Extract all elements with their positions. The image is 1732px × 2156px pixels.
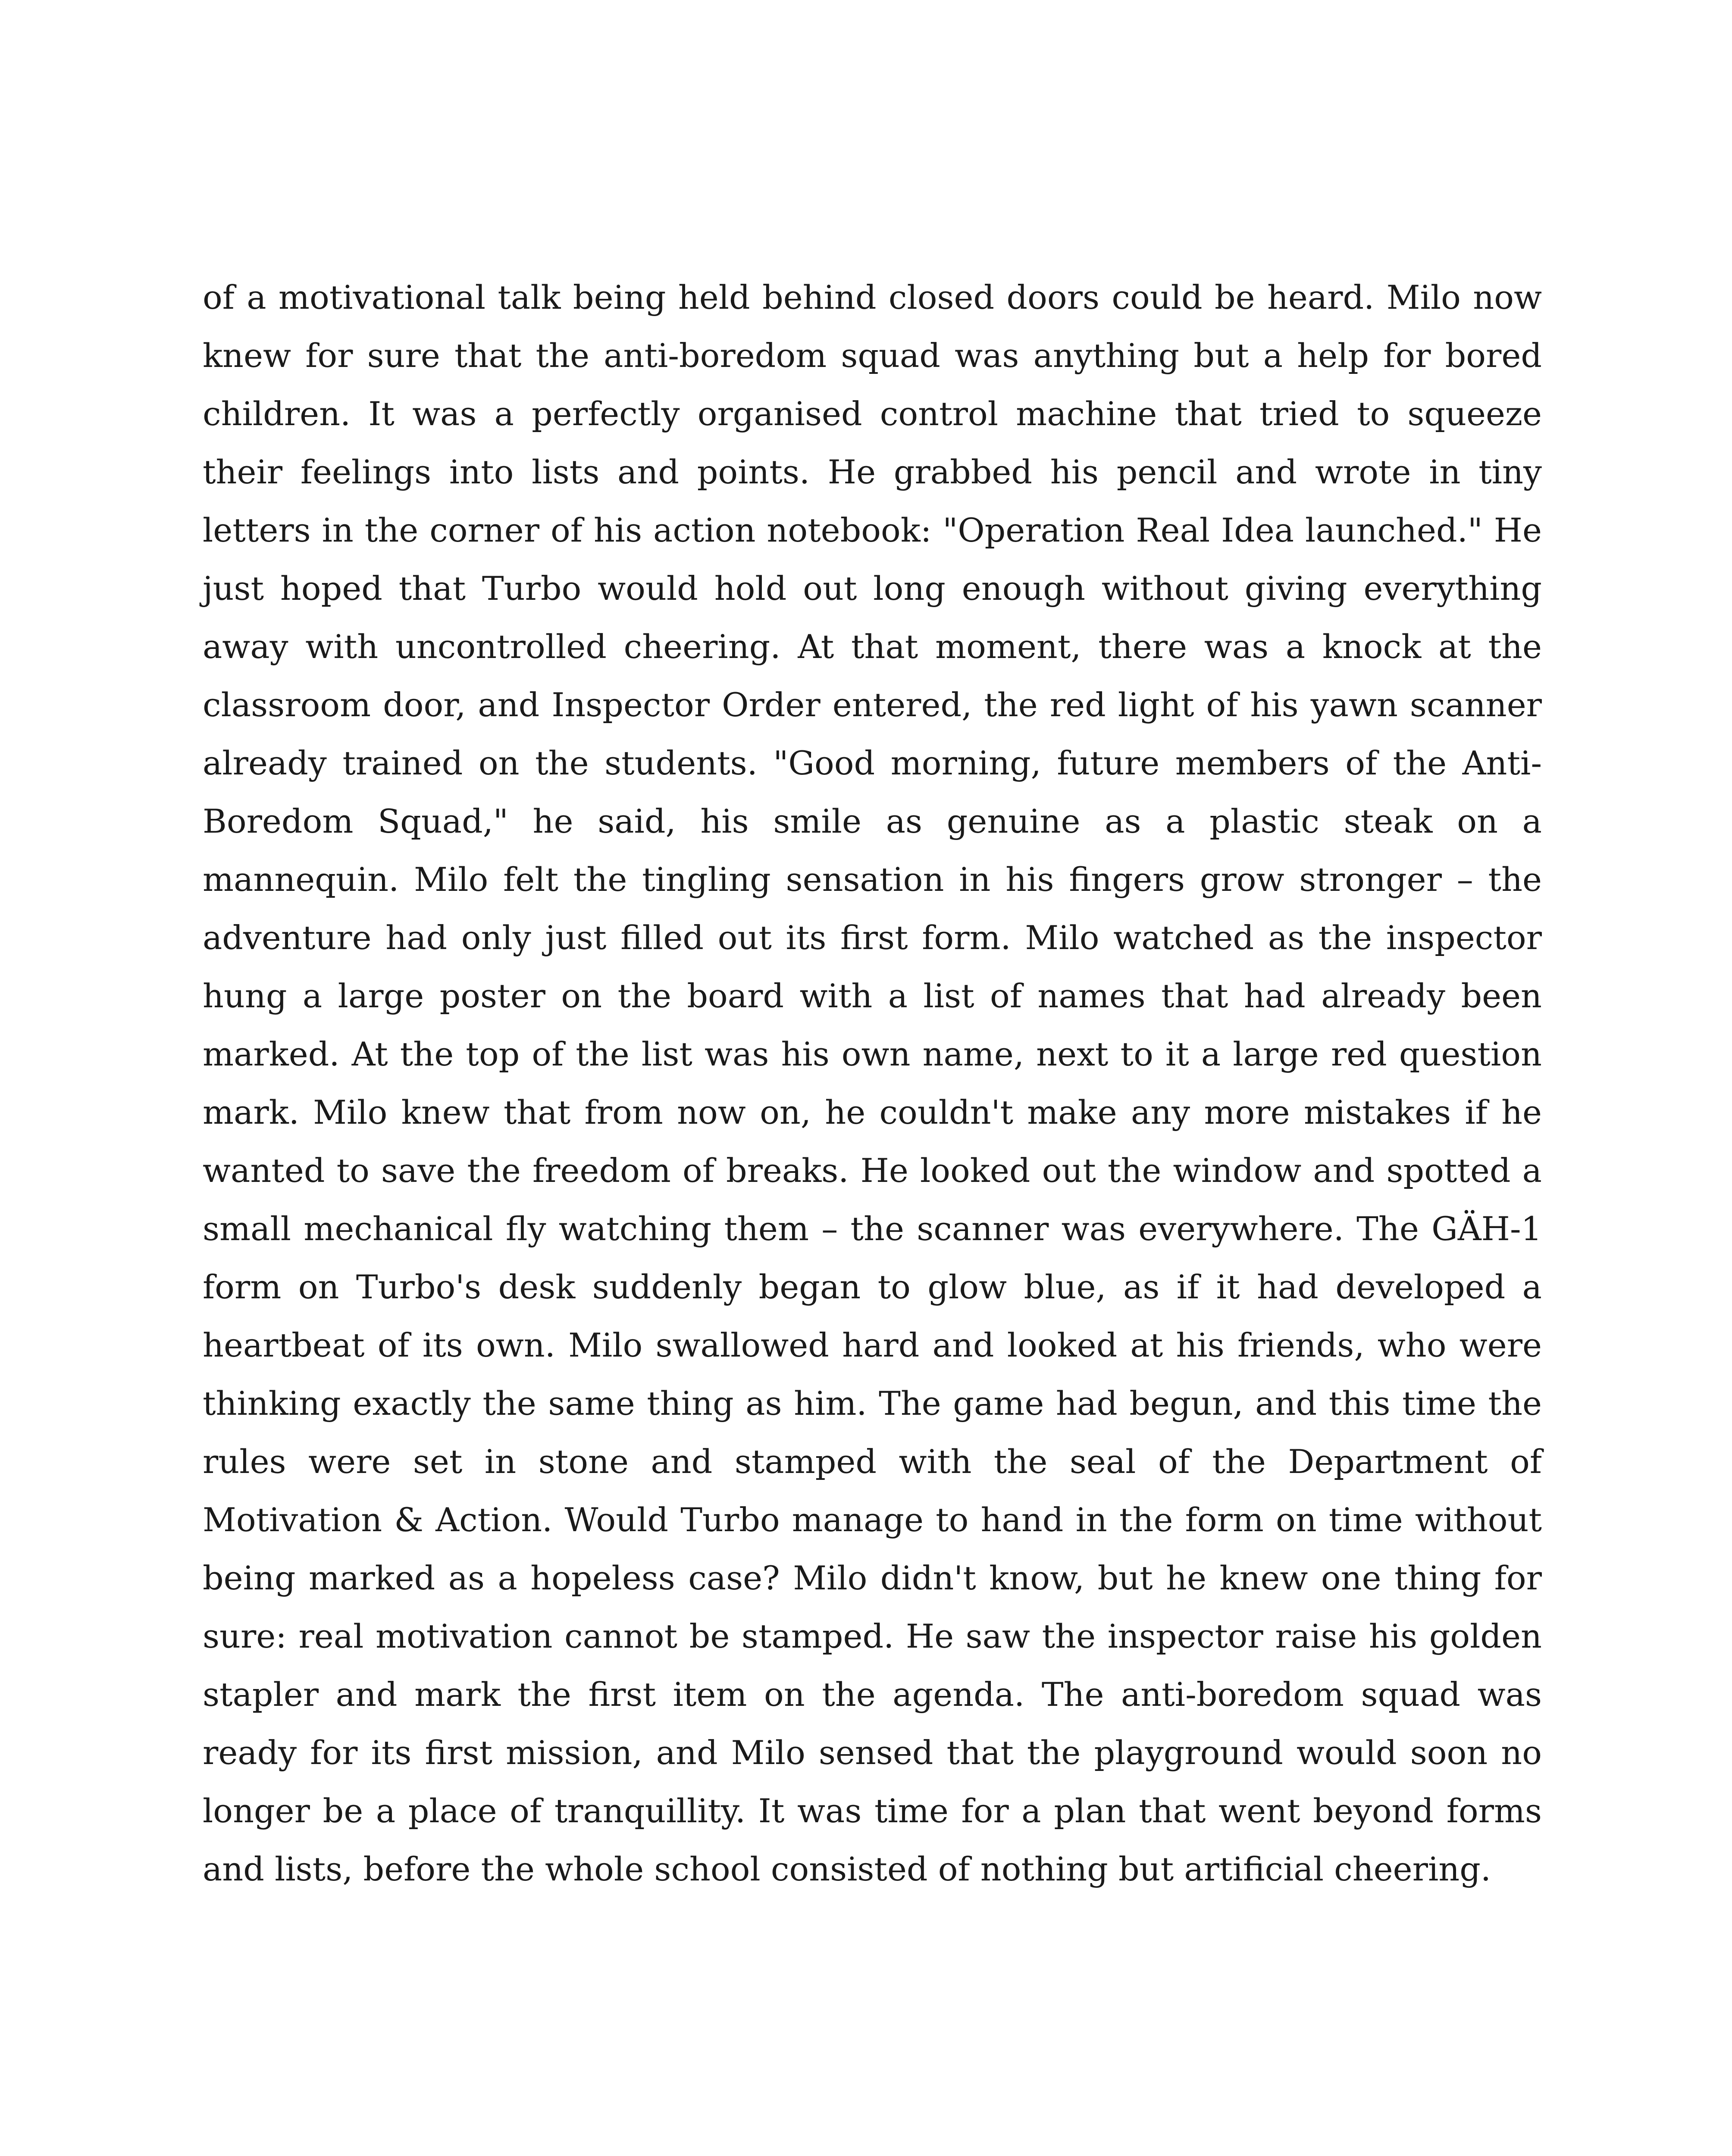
body-text xyxy=(203,268,1542,1898)
paragraph: of a motivational talk being held behind closed doors could be heard. Milo now knew for sure that the anti-boredom squad was anything but a help for bored children. It was a perfectly organised control machine that tried to squeeze their feelings into lists and points. He grabbed his pencil and wrote in tiny letters in the corner of his action notebook: "Operation Real Idea launched." He just hoped that Turbo would hold out long enough without giving everything away with uncontrolled cheering. At that moment, there was a knock at the classroom door, and Inspector Order entered, the red light of his yawn scanner already trained on the students. "Good morning, future members of the Anti-Boredom Squad," he said, his smile as genuine as a plastic steak on a mannequin. Milo felt the tingling sensation in his fingers grow stronger – the adventure had only just filled out its first form. Milo watched as the inspector hung a large poster on the board with a list of names that had already been marked. At the top of the list was his own name, next to it a large red question mark. Milo knew that from now on, he couldn't make any more mistakes if he wanted to save the freedom of breaks. He looked out the window and spotted a small mechanical fly watching them – the scanner was everywhere. The GÄH-1 form on Turbo's desk suddenly began to glow blue, as if it had developed a heartbeat of its own. Milo swallowed hard and looked at his friends, who were thinking exactly the same thing as him. The game had begun, and this time the rules were set in stone and stamped with the seal of the Department of Motivation & Action. Would Turbo manage to hand in the form on time without being marked as a hopeless case? Milo didn't know, but he knew one thing for sure: real motivation cannot be stamped. He saw the inspector raise his golden stapler and mark the first item on the agenda. The anti-boredom squad was ready for its first mission, and Milo sensed that the playground would soon no longer be a place of tranquillity. It was time for a plan that went beyond forms and lists, before the whole school consisted of nothing but artificial cheering. xyxy=(203,278,1542,1888)
